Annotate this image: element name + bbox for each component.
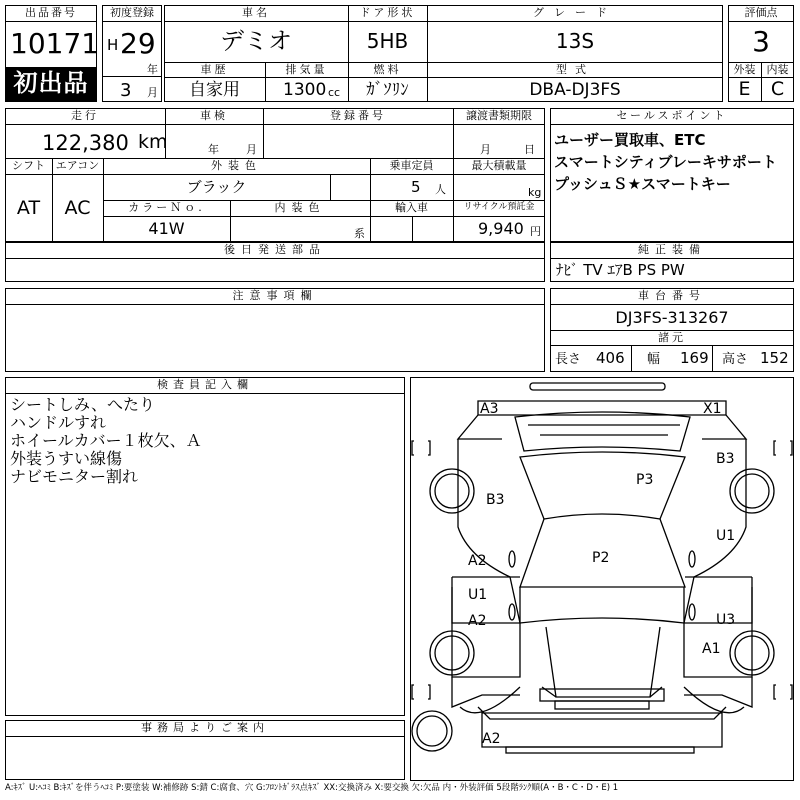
plate-label: 登録番号: [330, 109, 386, 122]
model-label: 型式: [556, 63, 594, 76]
inspector-note-line: ホイールカバー１枚欠、Ａ: [10, 431, 202, 450]
score-value: 3: [752, 25, 770, 58]
car-name-value: デミオ: [220, 27, 292, 55]
chassis-value: DJ3FS-313267: [615, 308, 729, 327]
ext-score-value: E: [738, 78, 751, 100]
door-value: 5HB: [366, 29, 409, 53]
grade-value: 13S: [555, 29, 595, 53]
transfer-deadline-label: 譲渡書類期限: [466, 109, 532, 122]
damage-mark: A2: [482, 731, 501, 747]
exterior-color-value: ブラック: [186, 178, 247, 196]
inspector-note-line: 外装うすい線傷: [10, 449, 123, 468]
notes-label: 注意事項欄: [232, 289, 318, 302]
int-score-value: C: [770, 78, 785, 100]
fuel-value: ｶﾞｿﾘﾝ: [366, 80, 409, 100]
aircon-label: エアコン: [55, 159, 100, 172]
capacity-value: 5: [411, 178, 421, 196]
damage-mark: B3: [486, 492, 505, 508]
max-load-label: 最大積載量: [471, 159, 527, 172]
chassis-label: 車台番号: [638, 289, 706, 302]
displacement-value: 1300: [283, 80, 327, 100]
history-value: 自家用: [189, 80, 240, 100]
door-label: ドア形状: [359, 6, 416, 19]
exterior-color-label: 外装色: [211, 159, 262, 172]
damage-mark: B3: [716, 451, 735, 467]
registration-month: 3: [120, 80, 132, 101]
int-score-label: 内装: [766, 63, 789, 76]
grade-label: グレード: [533, 6, 617, 19]
interior-color-unit: 系: [354, 227, 365, 240]
damage-mark: X1: [703, 401, 722, 417]
dimensions-label: 諸元: [658, 331, 686, 344]
first-listing-badge: 初出品: [5, 67, 97, 102]
transfer-day-unit: 日: [524, 143, 535, 156]
damage-mark: P3: [636, 472, 654, 488]
history-label: 車歴: [200, 63, 229, 76]
sales-point-line: ユーザー買取車、ETC: [554, 131, 706, 149]
damage-mark: A3: [480, 401, 499, 417]
capacity-unit: 人: [435, 183, 446, 196]
registration-year: 29: [120, 27, 156, 60]
recycle-unit: 円: [530, 225, 541, 238]
inspector-note-line: シートしみ、へたり: [10, 395, 155, 414]
import-label: 輸入車: [395, 201, 428, 214]
later-parts-label: 後日発送部品: [224, 243, 326, 256]
inspection-label: 車検: [200, 109, 228, 122]
inspection-month-unit: 月: [246, 143, 257, 156]
transfer-month-unit: 月: [480, 143, 491, 156]
damage-mark: U1: [468, 587, 488, 603]
legend-text: A:ｷｽﾞ U:ﾍｺﾐ B:ｷｽﾞを伴うﾍｺﾐ P:要塗装 W:補修跡 S:錆 C:腐食、穴 G:ﾌﾛﾝﾄｶﾞﾗｽ点ｷｽﾞ XX:交換済み X:要交換 欠:欠品 内・外装評価 5段階ﾗﾝｸ順(A・B・C・D・E) 1: [5, 783, 619, 793]
fuel-label: 燃料: [373, 63, 402, 76]
length-value: 406: [596, 349, 625, 367]
width-label: 幅: [647, 352, 661, 367]
equipment-label: 純正装備: [638, 243, 706, 256]
sales-points-label: セールスポイント: [616, 109, 728, 122]
mileage-label: 走行: [71, 109, 99, 122]
damage-mark: A1: [702, 641, 721, 657]
shift-label: シフト: [12, 159, 45, 172]
mileage-unit: km: [138, 131, 168, 153]
registration-era: H: [107, 36, 119, 54]
recycle-label: リサイクル預託金: [463, 202, 535, 212]
inspector-note-line: ハンドルすれ: [10, 413, 107, 432]
length-label: 長さ: [555, 352, 582, 367]
office-label: 事務局よりご案内: [141, 721, 269, 734]
recycle-value: 9,940: [478, 219, 524, 238]
displacement-unit: cc: [328, 86, 341, 99]
inspector-note-line: ナビモニター割れ: [10, 467, 139, 486]
inspection-year-unit: 年: [208, 143, 219, 156]
capacity-label: 乗車定員: [389, 159, 434, 172]
color-no-value: 41W: [148, 219, 185, 238]
sales-point-line: プッシュＳ★スマートキー: [554, 175, 731, 193]
sales-point-line: スマートシティブレーキサポート: [554, 153, 777, 171]
registration-year-unit: 年: [147, 63, 158, 76]
displacement-label: 排気量: [285, 63, 328, 76]
damage-mark: A2: [468, 553, 487, 569]
damage-mark: U1: [716, 528, 736, 544]
aircon-value: AC: [64, 197, 91, 219]
color-no-label: カラーＮｏ.: [128, 201, 205, 214]
lot-label: 出品番号: [25, 6, 77, 19]
lot-number: 10171: [10, 27, 100, 60]
width-value: 169: [680, 349, 709, 367]
height-value: 152: [760, 349, 789, 367]
ext-score-label: 外装: [733, 63, 756, 76]
car-damage-diagram: [410, 377, 794, 781]
vehicle-details-box: [5, 108, 545, 242]
mileage-value: 122,380: [42, 131, 129, 155]
car-name-label: 車名: [242, 6, 270, 19]
damage-mark: U3: [716, 612, 736, 628]
equipment-value: ﾅﾋﾞ TV ｴｱB PS PW: [556, 261, 685, 279]
score-label: 評価点: [744, 6, 778, 19]
registration-month-unit: 月: [147, 86, 158, 99]
interior-color-label: 内装色: [274, 201, 326, 214]
shift-value: AT: [16, 197, 41, 219]
model-value: DBA-DJ3FS: [529, 80, 621, 100]
max-load-unit: kg: [528, 186, 542, 199]
inspector-label: 検査員記入欄: [157, 378, 253, 391]
damage-mark: A2: [468, 613, 487, 629]
registration-label: 初度登録: [110, 6, 154, 19]
height-label: 高さ: [722, 352, 749, 367]
damage-mark: P2: [592, 550, 610, 566]
